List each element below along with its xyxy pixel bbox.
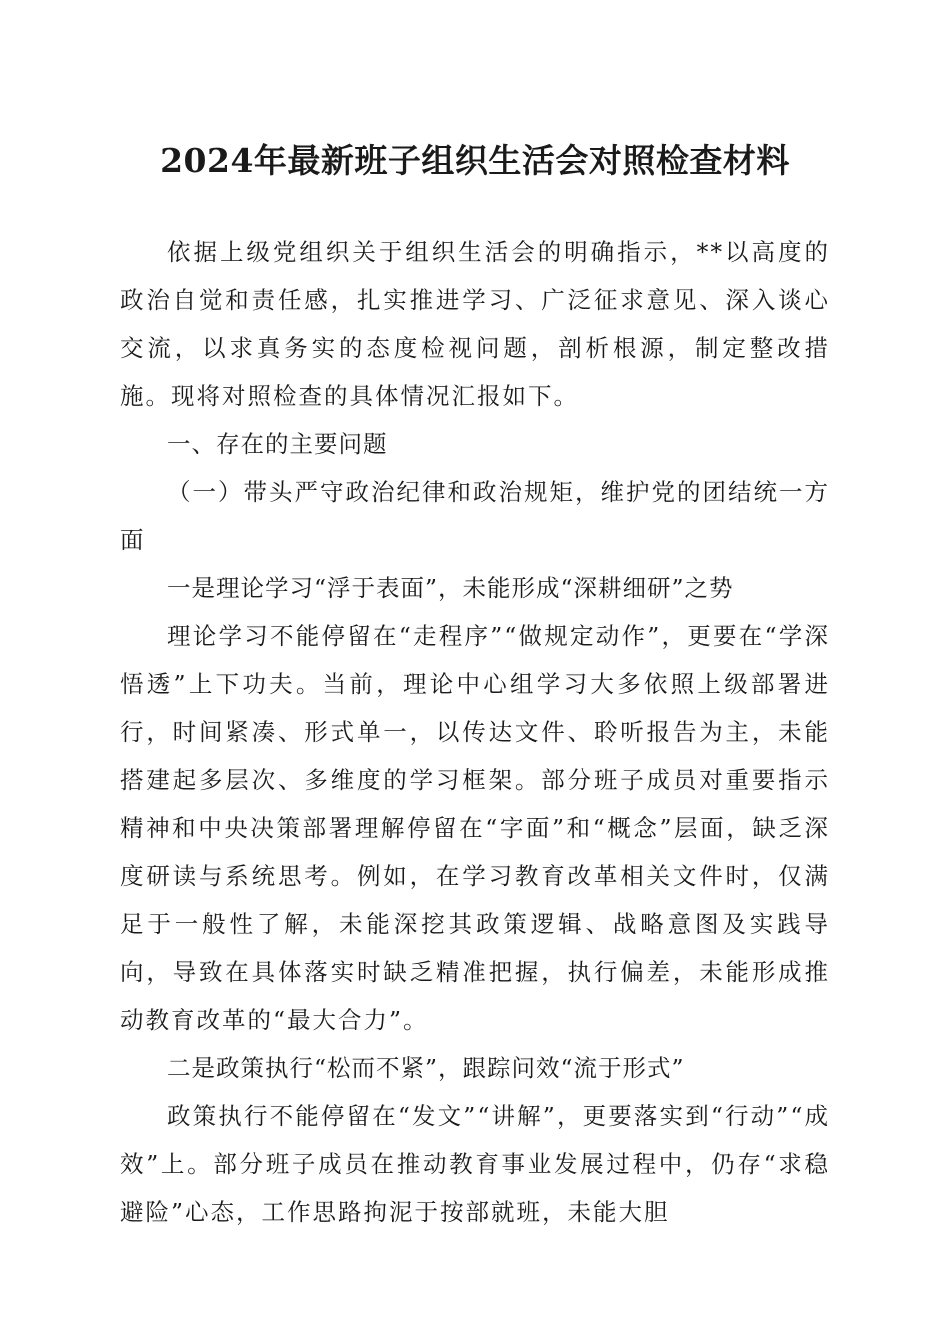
point-body-1: 理论学习不能停留在“走程序”“做规定动作”，更要在“学深悟透”上下功夫。当前，理论中心组学习大多依照上级部署进行，时间紧凑、形式单一，以传达文件、聆听报告为主，未能搭建起多层次、多维度的学习框架。部分班子成员对重要指示精神和中央决策部署理解停留在“字面”和“概念”层面，缺乏深度研读与系统思考。例如，在学习教育改革相关文件时，仅满足于一般性了解，未能深挖其政策逻辑、战略意图及实践导向，导致在具体落实时缺乏精准把握，执行偏差，未能形成推动教育改革的“最大合力”。 xyxy=(120,622,830,1034)
point-body-2: 政策执行不能停留在“发文”“讲解”，更要落实到“行动”“成效”上。部分班子成员在推动教育事业发展过程中，仍存“求稳避险”心态，工作思路拘泥于按部就班，未能大胆 xyxy=(120,1102,830,1226)
point-heading-2: 二是政策执行“松而不紧”，跟踪问效“流于形式” xyxy=(167,1054,685,1082)
subsection-heading: （一）带头严守政治纪律和政治规矩，维护党的团结统一方面 xyxy=(120,478,830,554)
document-title: 2024年最新班子组织生活会对照检查材料 xyxy=(160,141,790,180)
intro-paragraph: 依据上级党组织关于组织生活会的明确指示，**以高度的政治自觉和责任感，扎实推进学习、广泛征求意见、深入谈心交流，以求真务实的态度检视问题，剖析根源，制定整改措施。现将对照检查的具体情况汇报如下。 xyxy=(120,238,830,410)
point-heading-1: 一是理论学习“浮于表面”，未能形成“深耕细研”之势 xyxy=(167,574,734,602)
document-body xyxy=(120,228,830,1236)
section-heading: 一、存在的主要问题 xyxy=(167,430,388,458)
